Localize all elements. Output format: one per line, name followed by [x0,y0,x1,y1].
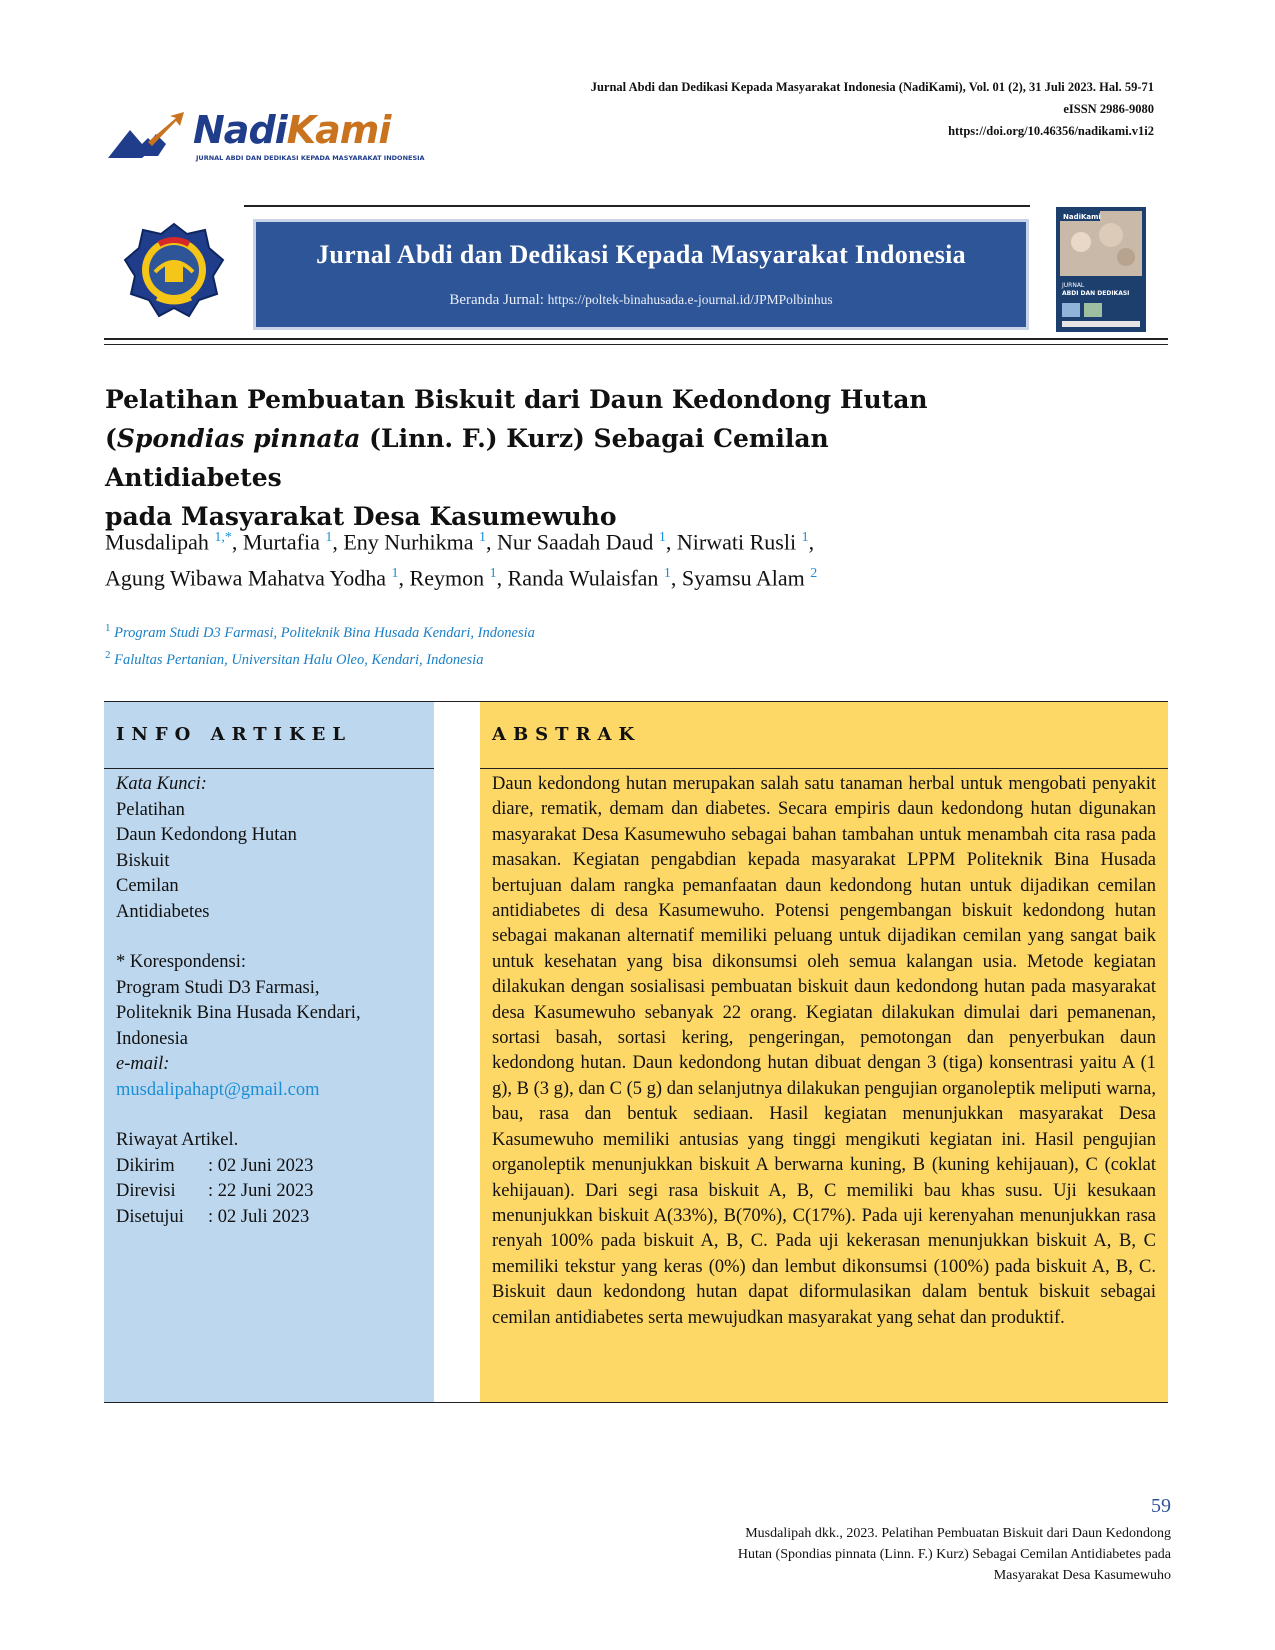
keyword: Biskuit [116,850,170,871]
title-line-2: (Spondias pinnata (Linn. F.) Kurz) Sebagai Cemilan Antidiabetes [105,424,829,492]
author-affil-sup: 1 [801,530,809,545]
author: Reymon [409,565,490,591]
author-line-1: Musdalipah $^{1,*}$, Murtafia $^1$, Eny Nurhikma $^1$, Nur Saadah Daud $^1$, Nirwati Rusli $^1$, [105,529,815,555]
table-top-rule [104,701,1168,702]
logo-wordmark: NadiKami [193,108,391,152]
cover-line-1: JURNAL [1062,282,1085,289]
keyword: Daun Kedondong Hutan [116,825,297,845]
correspondence-line: Indonesia [116,1028,188,1049]
keyword: Pelatihan [116,799,185,820]
author: Nirwati Rusli [676,529,802,555]
author-affil-sup: 1 [658,530,666,545]
abstract-text: Daun kedondong hutan merupakan salah satu tanaman herbal untuk mengobati penyakit diare, rematik, demam dan diabetes. Secara empiris daun kedondong hutan digunakan masyarakat Desa Kasumewuho sebagai bahan tambahan untuk menambah cita rasa pada masakan. Kegiatan pengabdian kepada masyarakat LPPM Politeknik Bina Husada bertujuan dalam rangka pemanfaatan daun kedondong hutan untuk dijadikan cemilan antidiabetes di desa Kasumewuho. Potensi pengembangan biskuit kedondong hutan sebagai makanan alternatif memiliki peluang untuk dijadikan cemilan yang sangat baik untuk kesehatan yang bisa dikonsumsi oleh semua kalangan usia. Metode kegiatan dilakukan dengan sosialisasi pembuatan biskuit daun kedondong hutan pada masyarakat desa Kasumewuho sebanyak 22 orang. Kegiatan dilakukan dimulai dari pemanenan, sortasi basah, sortasi kering, pengeringan, pemotongan dan penyerbukan daun kedondong hutan. Daun kedondong hutan dibuat dengan 3 (tiga) konsentrasi yaitu A (1 g), B (3 g), dan C (5 g) dan selanjutnya dilakukan pengujian organoleptik meliputi warna, bau, rasa dan bentuk sediaan. Hasil kegiatan menunjukkan masyarakat Desa Kasumewuho memiliki antusias yang tinggi mengikuti kegiatan ini. Hasil pengujian organoleptik menunjukkan biskuit A berwarna kuning, B (kuning kehijauan), C (coklat kehijauan). Dari segi rasa biskuit A, B, C memiliki bau khas susu. Uji kesukaan menunjukkan biskuit A(33%), B(70%), C(17%). Pada uji kerenyahan menunjukkan rasa renyah 100% pada biskuit A, B, C. Pada uji kekerasan menunjukkan biskuit A, B, C memiliki tekstur yang keras (0%) dan lembut dikonsumsi (100%) pada biskuit A, B, C. Biskuit daun kedondong hutan dapat diformulasikan dalam bentuk biskuit sebagai cemilan antidiabetes serta mewujudkan masyarakat yang sehat dan produktif. [492,774,1156,1328]
author-affil-sup: 2 [810,566,818,582]
homepage-label: Beranda Jurnal: [449,292,548,308]
history-row: Dikirim : 02 Juni 2023 [116,1155,314,1176]
banner-homepage [256,292,1026,309]
logo-mountain-icon [108,112,188,162]
table-bottom-rule [104,1402,1168,1403]
journal-cover-thumbnail [1056,207,1146,332]
author-list [105,522,1165,595]
email-link[interactable]: musdalipahapt@gmail.com [116,1079,320,1100]
politeknik-seal-icon [121,222,227,318]
author: Agung Wibawa Mahatva Yodha [105,565,392,591]
author-affil-sup: 1,* [214,530,232,545]
affiliation-2: $^2$ Falultas Pertanian, Universitan Halu Oleo, Kendari, Indonesia [105,648,484,668]
author: Nur Saadah Daud [497,529,659,555]
cover-brand: NadiKami [1063,213,1101,221]
author: Syamsu Alam [681,565,811,591]
title-line-3: pada Masyarakat Desa Kasumewuho [105,502,617,531]
journal-citation-line: Jurnal Abdi dan Dedikasi Kepada Masyarakat Indonesia (NadiKami), Vol. 01 (2), 31 Juli 2023. Hal. 59-71 [590,80,1154,94]
doi-link[interactable]: https://doi.org/10.46356/nadikami.v1i2 [948,124,1154,138]
header-double-rule [104,338,1168,345]
author-line-2: Agung Wibawa Mahatva Yodha $^1$, Reymon $^1$, Randa Wulaisfan $^1$, Syamsu Alam $^2$ [105,565,818,591]
author: Eny Nurhikma [343,529,480,555]
nadikami-logo [108,108,425,168]
correspondence-line: Politeknik Bina Husada Kendari, [116,1003,361,1023]
article-title [105,380,1005,536]
affiliations [105,617,535,671]
author-affil-sup: 1 [663,566,671,582]
keyword: Antidiabetes [116,901,210,922]
info-heading: INFO ARTIKEL [116,724,353,745]
logo-subtitle: JURNAL ABDI DAN DEDIKASI KEPADA MASYARAKAT INDONESIA [196,154,425,162]
abstract-head-rule [480,768,1168,769]
correspondence-label: * Korespondensi: [116,952,246,972]
author: Randa Wulaisfan [507,565,664,591]
history-row: Disetujui : 02 Juli 2023 [116,1206,310,1227]
footer-citation: Musdalipah dkk., 2023. Pelatihan Pembuatan Biskuit dari Daun Kedondong Hutan (Spondias pinnata (Linn. F.) Kurz) Sebagai Cemilan Antidiabetes pada Masyarakat Desa Kasumewuho [737,1526,1171,1583]
keywords-label: Kata Kunci: [116,774,207,794]
banner-title: Jurnal Abdi dan Dedikasi Kepada Masyarakat Indonesia [316,240,966,269]
journal-banner [256,222,1026,327]
journal-meta [591,76,1154,142]
author: Musdalipah [105,529,215,555]
author: Murtafia [242,529,326,555]
author-affil-sup: 1 [479,530,487,545]
correspondence-line: Program Studi D3 Farmasi, [116,977,320,998]
author-affil-sup: 1 [391,566,399,582]
author-affil-sup: 1 [489,566,497,582]
cover-line-2: ABDI DAN DEDIKASI [1062,290,1130,297]
banner-top-rule [244,205,1030,207]
history-row: Direvisi : 22 Juni 2023 [116,1181,314,1201]
info-head-rule [104,768,434,769]
keyword: Cemilan [116,876,179,896]
title-line-1: Pelatihan Pembuatan Biskuit dari Daun Kedondong Hutan [105,385,928,414]
page-number: 59 [1151,1495,1171,1517]
homepage-link[interactable]: https://poltek-binahusada.e-journal.id/JPMPolbinhus [547,292,833,307]
author-affil-sup: 1 [325,530,333,545]
eissn: eISSN 2986-9080 [1063,102,1154,116]
history-label: Riwayat Artikel. [116,1130,239,1150]
abstract-heading: ABSTRAK [492,724,642,745]
email-label: e-mail: [116,1054,170,1074]
affiliation-1: $^1$ Program Studi D3 Farmasi, Politeknik Bina Husada Kendari, Indonesia [105,622,535,641]
article-info [116,772,426,1230]
species-name: Spondias pinnata [116,424,361,453]
